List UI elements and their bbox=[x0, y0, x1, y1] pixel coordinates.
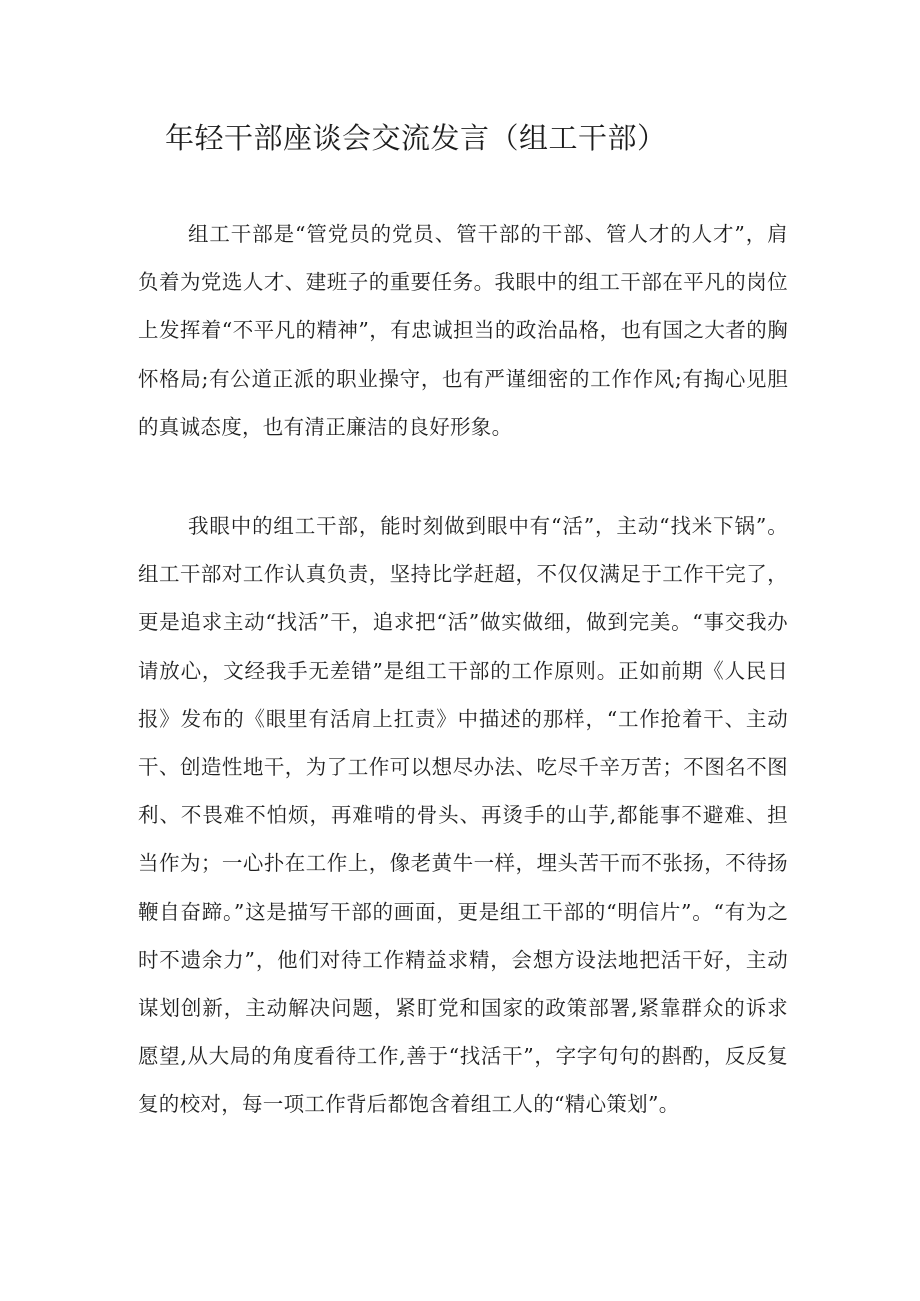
document-title: 年轻干部座谈会交流发言（组工干部） bbox=[165, 121, 667, 155]
paragraph-1: 组工干部是“管党员的党员、管干部的干部、管人才的人才”，肩负着为党选人才、建班子的重要任务。我眼中的组工干部在平凡的岗位上发挥着“不平凡的精神”，有忠诚担当的政治品格，也有国之大者的胸怀格局;有公道正派的职业操守，也有严谨细密的工作作风;有掏心见胆的真诚态度，也有清正廉洁的良好形象。 bbox=[138, 222, 788, 439]
paragraph-2: 我眼中的组工干部，能时刻做到眼中有“活”，主动“找米下锅”。组工干部对工作认真负责，坚持比学赶超，不仅仅满足于工作干完了，更是追求主动“找活”干，追求把“活”做实做细，做到完美。“事交我办请放心，文经我手无差错”是组工干部的工作原则。正如前期《人民日报》发布的《眼里有活肩上扛责》中描述的那样，“工作抢着干、主动干、创造性地干，为了工作可以想尽办法、吃尽千辛万苦；不图名不图利、不畏难不怕烦，再难啃的骨头、再烫手的山芋,都能事不避难、担当作为；一心扑在工作上，像老黄牛一样，埋头苦干而不张扬，不待扬鞭自奋蹄。”这是描写干部的画面，更是组工干部的“明信片”。“有为之时不遗余力”，他们对待工作精益求精，会想方设法地把活干好，主动谋划创新，主动解决问题，紧盯党和国家的政策部署,紧靠群众的诉求愿望,从大局的角度看待工作,善于“找活干”，字字句句的斟酌，反反复复的校对，每一项工作背后都饱含着组工人的“精心策划”。 bbox=[138, 514, 788, 1117]
